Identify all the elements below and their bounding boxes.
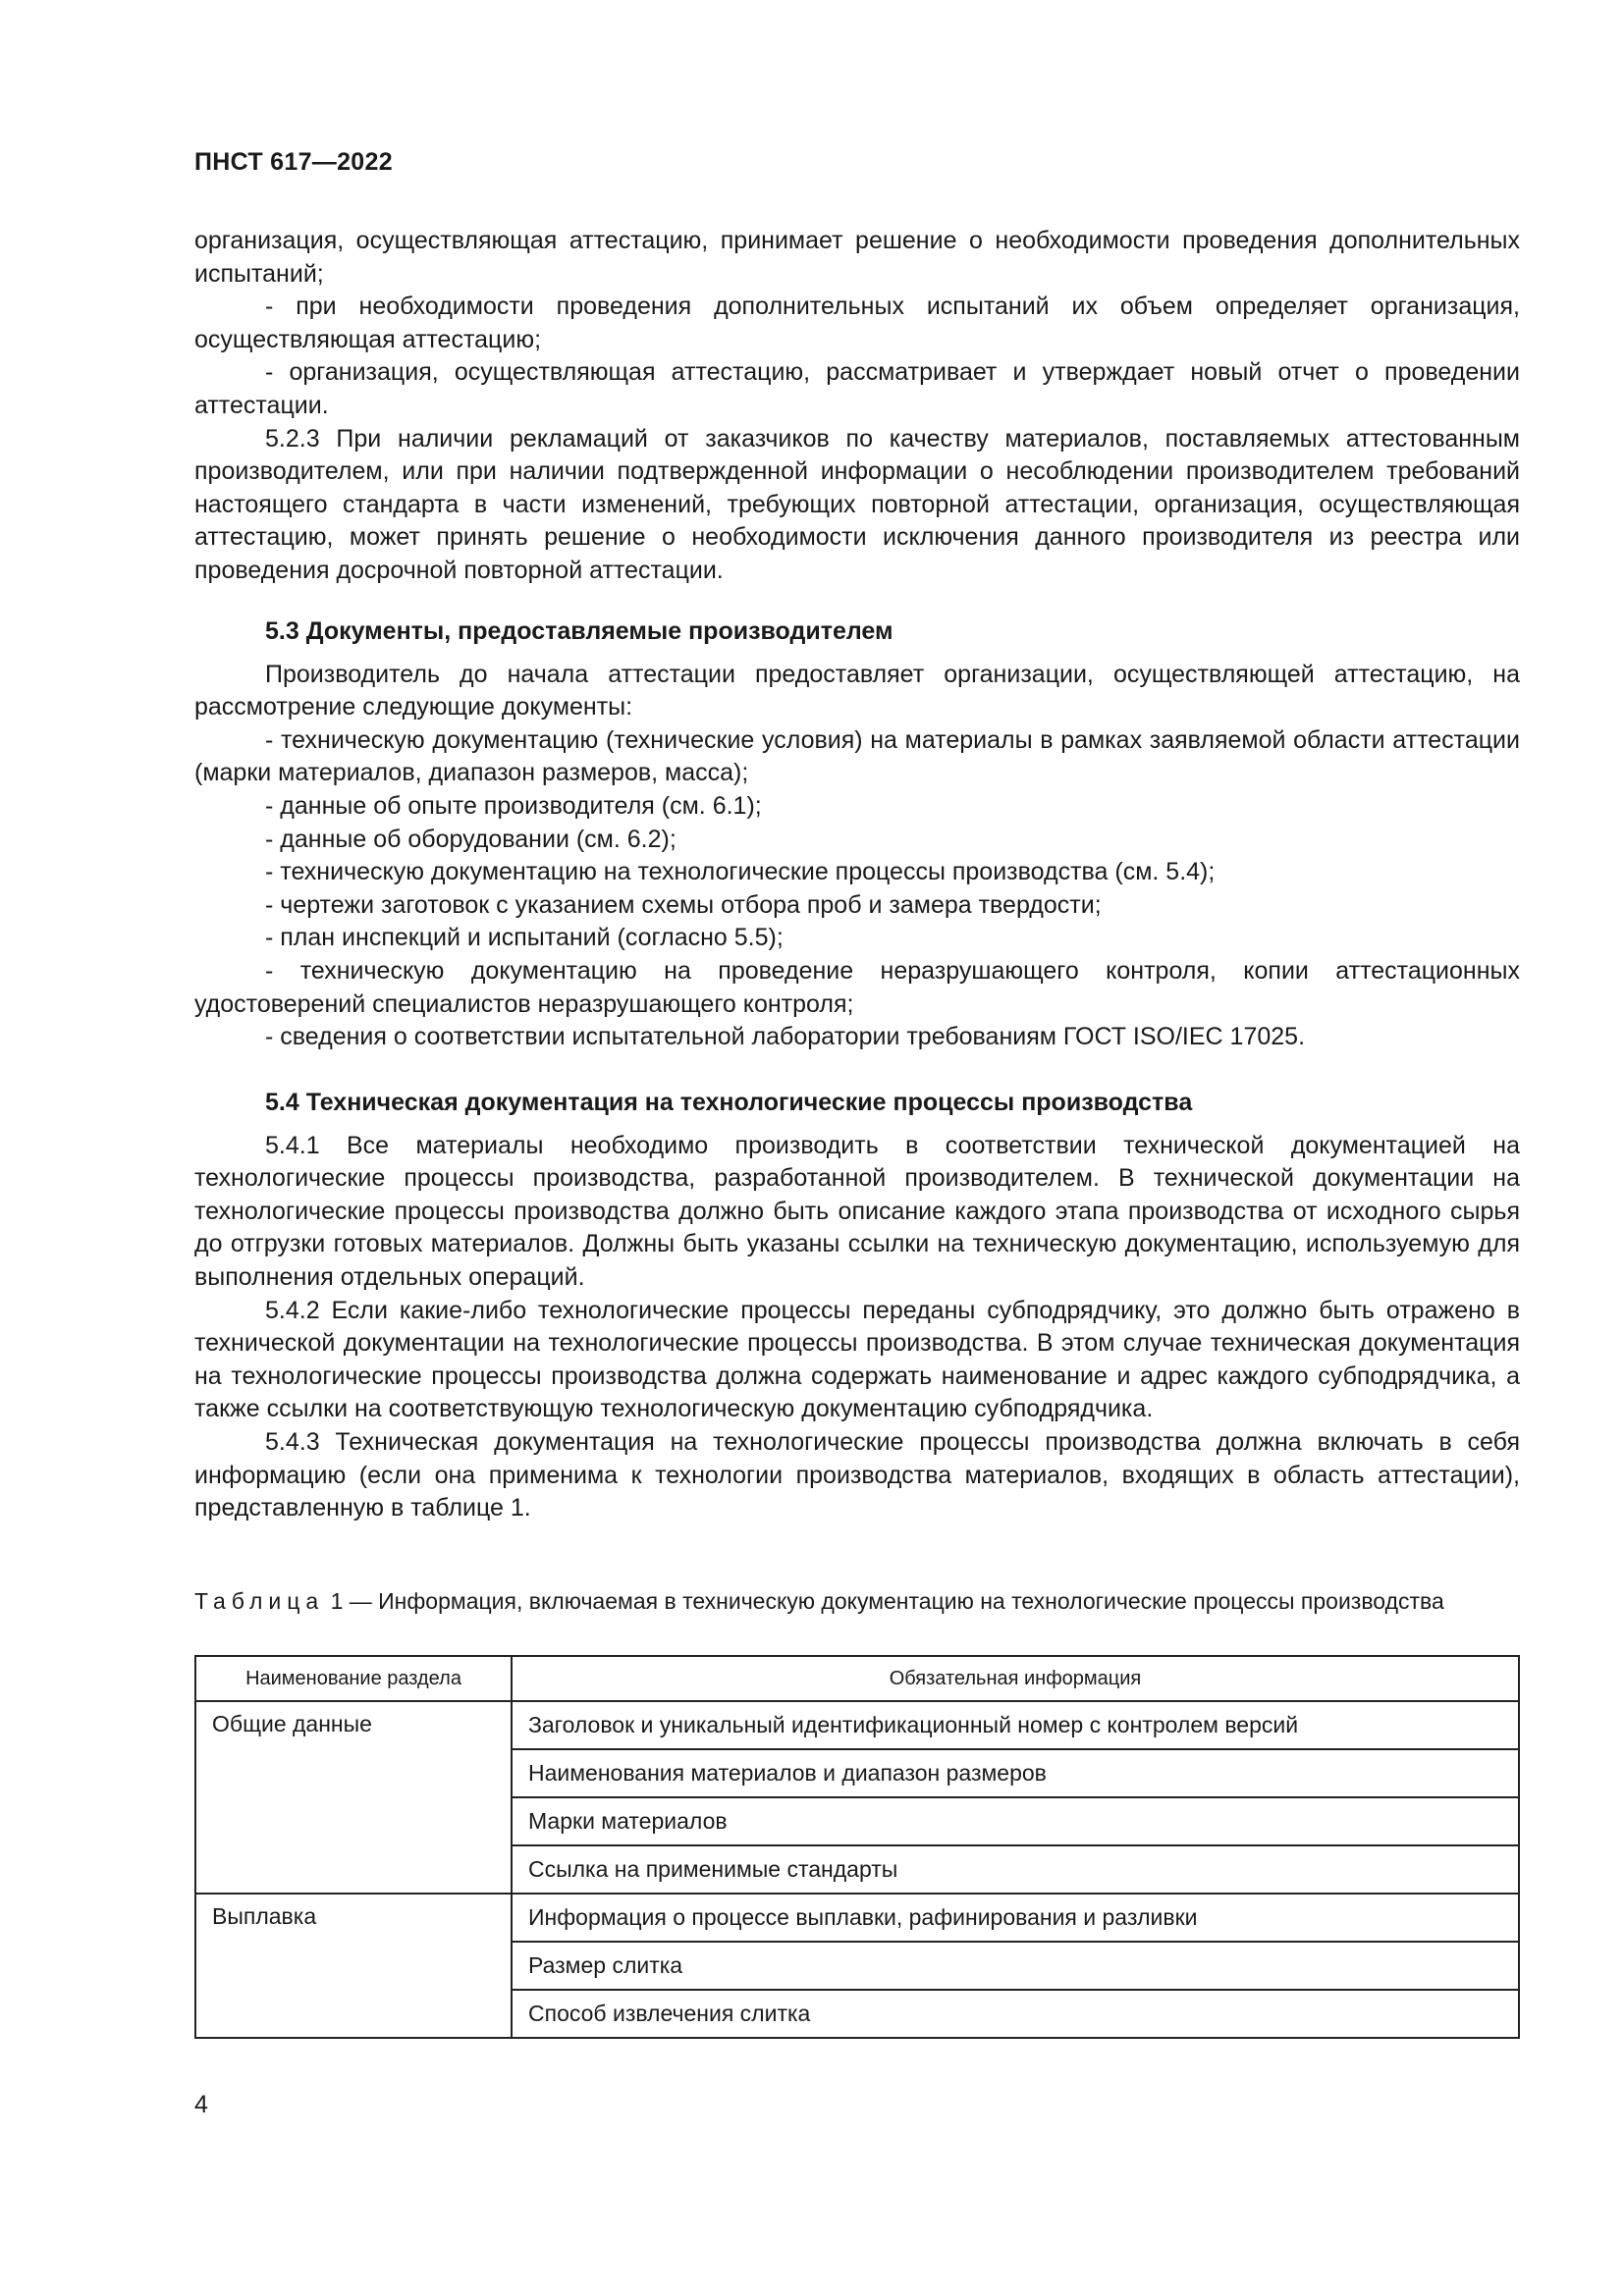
table-row: [195, 1701, 1519, 1749]
list-item: - техническую документацию на технологические процессы производства (см. 5.4);: [265, 858, 1216, 886]
list-item: - при необходимости проведения дополнительных испытаний их объем определяет организация, осуществляющая аттестацию;: [194, 293, 1520, 353]
table-header-row: [195, 1656, 1519, 1701]
paragraph: 5.4.3 Техническая документация на технологические процессы производства должна включать в себя информацию (если она применима к технологии производства материалов, входящих в область аттестации), представленную в таблице 1.: [194, 1427, 1520, 1522]
list-item: - данные об оборудовании (см. 6.2);: [265, 825, 677, 853]
table-cell: Размер слитка: [512, 1942, 1519, 1990]
table-cell: Способ извлечения слитка: [512, 1990, 1519, 2038]
list-item: - организация, осуществляющая аттестацию, рассматривает и утверждает новый отчет о проведении аттестации.: [194, 358, 1520, 419]
table-cell: Информация о процессе выплавки, рафинирования и разливки: [512, 1894, 1519, 1942]
column-header: Наименование раздела: [195, 1656, 512, 1701]
list-item: - чертежи заготовок с указанием схемы отбора проб и замера твердости;: [265, 890, 1102, 919]
paragraph: Производитель до начала аттестации предоставляет организации, осуществляющей аттестацию, на рассмотрение следующие документы:: [194, 660, 1520, 721]
document-header: ПНСТ 617—2022: [194, 148, 393, 176]
table-cell: Ссылка на применимые стандарты: [512, 1845, 1519, 1894]
paragraph: организация, осуществляющая аттестацию, принимает решение о необходимости проведения дополнительных испытаний;: [194, 227, 1520, 288]
section-heading: 5.4 Техническая документация на технологические процессы производства: [265, 1089, 1193, 1116]
table-row: [195, 1894, 1519, 1942]
section-5-4: [194, 1087, 1520, 1525]
table-caption-text: 1 — Информация, включаемая в техническую документацию на технологические процессы производства: [330, 1588, 1444, 1614]
requirements-table: [194, 1655, 1520, 2039]
table-caption-label: Таблица: [194, 1588, 325, 1614]
paragraph: 5.2.3 При наличии рекламаций от заказчиков по качеству материалов, поставляемых аттестованным производителем, или при наличии подтвержденной информации о несоблюдении производителем требований настоящего стандарта в части изменений, требующих повторной аттестации, организация, осуществляющая аттестацию, может принять решение о необходимости исключения данного производителя из реестра или проведения досрочной повторной аттестации.: [194, 424, 1520, 584]
table-cell: Марки материалов: [512, 1797, 1519, 1845]
paragraph: 5.4.2 Если какие-либо технологические процессы переданы субподрядчику, это должно быть отражено в технической документации на технологические процессы производства. В этом случае техническая документация на технологические процессы производства должна содержать наименование и адрес каждого субподрядчика, а также ссылки на соответствующую технологическую документацию субподрядчика.: [194, 1296, 1520, 1423]
list-item: - техническую документацию на проведение неразрушающего контроля, копии аттестационных удостоверений специалистов неразрушающего контроля;: [194, 956, 1520, 1018]
paragraph: 5.4.1 Все материалы необходимо производить в соответствии технической документацией на технологические процессы производства, разработанной производителем. В технической документации на технологические процессы производства должно быть описание каждого этапа производства от исходного сырья до отгрузки готовых материалов. Должны быть указаны ссылки на техническую документацию, используемую для выполнения отдельных операций.: [194, 1131, 1520, 1291]
page-number: 4: [194, 2091, 208, 2118]
list-item: - данные об опыте производителя (см. 6.1);: [265, 791, 762, 820]
section-heading: 5.3 Документы, предоставляемые производителем: [265, 617, 893, 645]
section-cell: Общие данные: [195, 1701, 512, 1894]
table-caption: [194, 1587, 1520, 1616]
column-header: Обязательная информация: [512, 1656, 1519, 1701]
list-item: - техническую документацию (технические условия) на материалы в рамках заявляемой области аттестации (марки материалов, диапазон размеров, масса);: [194, 725, 1520, 787]
section-5-3: [194, 615, 1520, 1054]
list-item: - план инспекций и испытаний (согласно 5.5);: [265, 924, 784, 952]
body-block-1: [194, 225, 1520, 588]
section-cell: Выплавка: [195, 1894, 512, 2038]
table-cell: Заголовок и уникальный идентификационный номер с контролем версий: [512, 1701, 1519, 1749]
table-cell: Наименования материалов и диапазон размеров: [512, 1749, 1519, 1797]
list-item: - сведения о соответствии испытательной лаборатории требованиям ГОСТ ISO/IEC 17025.: [265, 1023, 1306, 1051]
